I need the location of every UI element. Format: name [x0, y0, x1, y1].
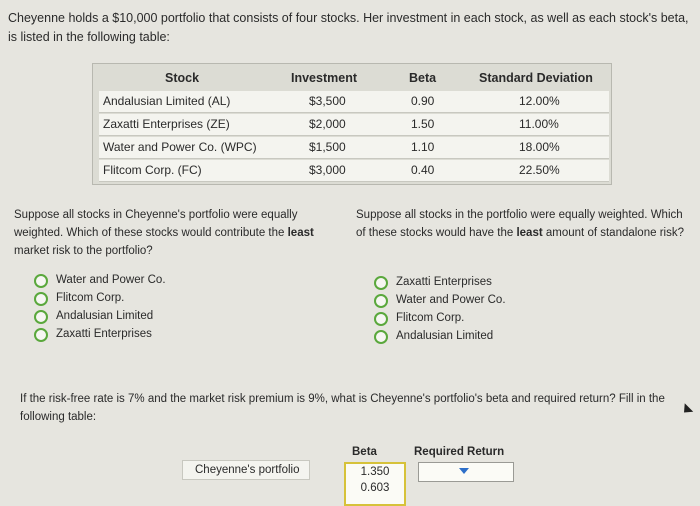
required-return-dropdown[interactable] — [418, 462, 514, 482]
stock-name: Zaxatti Enterprises (ZE) — [103, 117, 230, 131]
beta-dropdown-open[interactable] — [344, 462, 406, 506]
std-dev-value: 22.50% — [519, 163, 560, 177]
q1-text-bold: least — [287, 227, 314, 239]
q1-option-label[interactable]: Flitcom Corp. — [56, 292, 125, 304]
fill-in-table — [182, 438, 520, 502]
investment-value: $3,500 — [309, 94, 346, 108]
q1-option-label[interactable]: Zaxatti Enterprises — [56, 328, 152, 340]
stock-name: Andalusian Limited (AL) — [103, 94, 231, 108]
col-header-std-dev: Standard Deviation — [479, 71, 593, 85]
investment-value: $1,500 — [309, 140, 346, 154]
q2-option-radio[interactable] — [374, 312, 388, 326]
col-header-stock: Stock — [165, 71, 200, 85]
col-header-investment: Investment — [291, 71, 357, 85]
question-3-text: If the risk-free rate is 7% and the market risk premium is 9%, what is Cheyenne's portfolio's beta and required return? Fill in the following table: — [20, 393, 665, 423]
q1-text-post: market risk to the portfolio? — [14, 245, 153, 257]
q2-text-bold: least — [516, 227, 543, 239]
beta-option[interactable]: 1.350 — [360, 466, 390, 478]
beta-value: 0.90 — [411, 94, 435, 108]
chevron-down-icon — [459, 468, 469, 474]
beta-value: 1.50 — [411, 117, 435, 131]
investment-value: $2,000 — [309, 117, 346, 131]
col-header-required-return: Required Return — [414, 446, 505, 458]
table-row — [99, 160, 609, 182]
table-row — [99, 114, 609, 136]
investment-value: $3,000 — [309, 163, 346, 177]
table-row — [99, 137, 609, 159]
std-dev-value: 18.00% — [519, 140, 560, 154]
q1-option-radio[interactable] — [34, 310, 48, 324]
mouse-cursor-icon — [680, 403, 693, 416]
stock-table — [92, 63, 612, 185]
row-label-portfolio: Cheyenne's portfolio — [182, 460, 310, 480]
q2-option-label[interactable]: Zaxatti Enterprises — [396, 276, 492, 288]
q2-option-radio[interactable] — [374, 276, 388, 290]
q2-option-radio[interactable] — [374, 330, 388, 344]
beta-value: 1.10 — [411, 140, 435, 154]
q1-text-pre: Suppose all stocks in Cheyenne's portfolio were equally weighted. Which of these stocks would contribute the — [14, 209, 298, 239]
intro-text: Cheyenne holds a $10,000 portfolio that consists of four stocks. Her investment in each stock, as well as each stock's beta, is listed in the following table: — [8, 11, 689, 44]
q2-option-label[interactable]: Flitcom Corp. — [396, 312, 465, 324]
question-1-text — [14, 206, 344, 260]
q1-option-radio[interactable] — [34, 328, 48, 342]
q1-option-radio[interactable] — [34, 292, 48, 306]
col-header-beta: Beta — [352, 446, 377, 458]
q1-option-label[interactable]: Water and Power Co. — [56, 274, 166, 286]
q2-option-label[interactable]: Andalusian Limited — [396, 330, 494, 342]
std-dev-value: 11.00% — [519, 117, 559, 131]
beta-value: 0.40 — [411, 163, 435, 177]
q2-text-pre: Suppose all stocks in the portfolio were equally weighted. Which of these stocks would have the — [356, 209, 683, 239]
q2-text-post: amount of standalone risk? — [545, 227, 684, 239]
stock-name: Water and Power Co. (WPC) — [103, 140, 257, 154]
col-header-beta: Beta — [409, 71, 437, 85]
question-2-text — [356, 206, 692, 242]
stock-name: Flitcom Corp. (FC) — [103, 163, 202, 177]
beta-option[interactable]: 0.603 — [360, 482, 390, 494]
q2-option-label[interactable]: Water and Power Co. — [396, 294, 506, 306]
q1-option-label[interactable]: Andalusian Limited — [56, 310, 154, 322]
q1-option-radio[interactable] — [34, 274, 48, 288]
std-dev-value: 12.00% — [519, 94, 560, 108]
table-row — [99, 91, 609, 113]
q2-option-radio[interactable] — [374, 294, 388, 308]
